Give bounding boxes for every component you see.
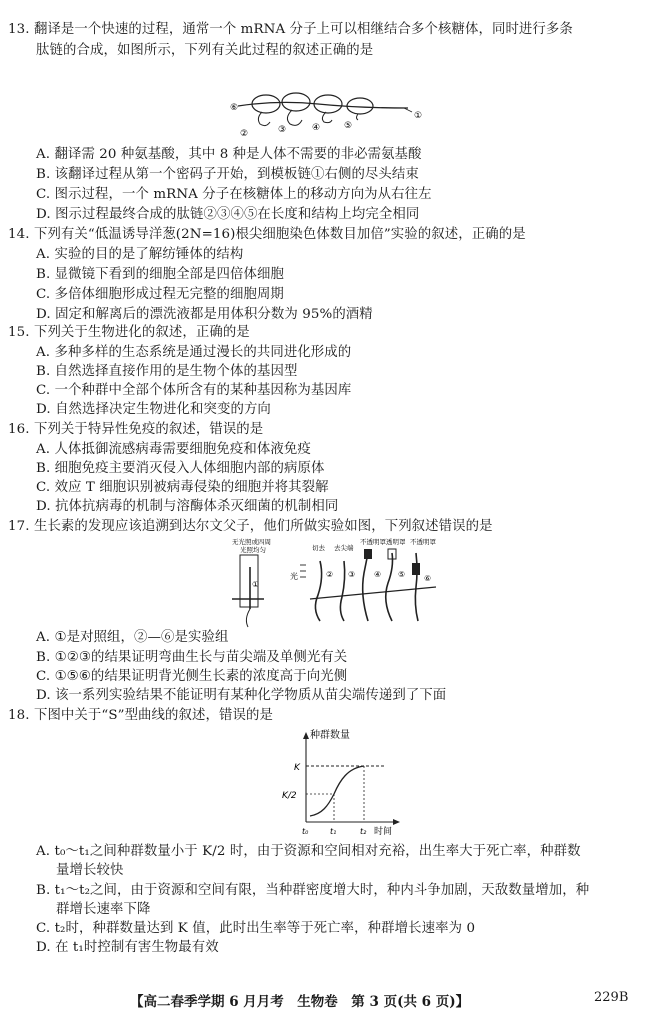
- s-curve: [310, 766, 364, 816]
- exp-label-light: 光: [290, 572, 298, 581]
- q15-stem: 15. 下列关于生物进化的叙述，正确的是: [8, 325, 250, 340]
- q13-option-b: B. 该翻译过程从第一个密码子开始，到模板链①右侧的尽头结束: [36, 167, 419, 182]
- q14-option-c: C. 多倍体细胞形成过程无完整的细胞周期: [36, 287, 284, 302]
- q13-stem-line-1: 13. 翻译是一个快速的过程，通常一个 mRNA 分子上可以相继结合多个核糖体，同时进行多条: [8, 22, 573, 37]
- exp-num-6: ⑥: [424, 574, 432, 583]
- page-footer: 【高二春季学期 6 月月考 生物卷 第 3 页(共 6 页)】: [130, 994, 470, 1010]
- t0-label: t₀: [302, 827, 309, 836]
- q15-option-c: C. 一个种群中全部个体所含有的某种基因称为基因库: [36, 383, 352, 398]
- y-axis-label: 种群数量: [310, 730, 350, 741]
- ribo-label-6: ⑥: [230, 103, 239, 113]
- ribosome-mrna-figure: [228, 84, 428, 140]
- q18-option-b-line-1: B. t₁～t₂之间，由于资源和空间有限，当种群密度增大时，种内斗争加剧，天敌数量增加，种: [36, 883, 590, 898]
- q15-option-b: B. 自然选择直接作用的是生物个体的基因型: [36, 364, 298, 379]
- y-axis-arrow-icon: [303, 732, 309, 739]
- q16-option-d: D. 抗体抗病毒的机制与溶酶体杀灭细菌的机制相同: [36, 499, 339, 514]
- q14-option-b: B. 显微镜下看到的细胞全部是四倍体细胞: [36, 267, 284, 282]
- q18-option-d: D. 在 t₁时控制有害生物最有效: [36, 940, 219, 955]
- q17-option-c: C. ①⑤⑥的结果证明背光侧生长素的浓度高于向光侧: [36, 669, 348, 684]
- q17-option-a: A. ①是对照组，②—⑥是实验组: [36, 630, 229, 645]
- exp-num-2: ②: [326, 570, 334, 579]
- q13-stem-line-2: 肽链的合成，如图所示，下列有关此过程的叙述正确的是: [36, 43, 374, 58]
- paper-code: 229B: [594, 990, 629, 1005]
- s-curve-figure: [278, 726, 408, 838]
- exp-label-uniform: 光照均匀: [240, 546, 266, 554]
- q14-option-a: A. 实验的目的是了解纺锤体的结构: [36, 247, 244, 262]
- q17-option-d: D. 该一系列实验结果不能证明有某种化学物质从苗尖端传递到了下面: [36, 688, 447, 703]
- exp-num-1: ①: [252, 580, 260, 589]
- q16-option-a: A. 人体抵御流感病毒需要细胞免疫和体液免疫: [36, 442, 311, 457]
- ribo-label-2: ②: [240, 129, 249, 139]
- ribo-label-1: ①: [414, 111, 423, 121]
- exp-label-cut: 切去: [312, 544, 325, 552]
- q13-option-a: A. 翻译需 20 种氨基酸，其中 8 种是人体不需要的非必需氨基酸: [36, 147, 422, 162]
- x-axis-arrow-icon: [393, 819, 400, 825]
- q14-stem: 14. 下列有关“低温诱导洋葱(2N=16)根尖细胞染色体数目加倍”实验的叙述，正确的是: [8, 227, 526, 242]
- q16-option-b: B. 细胞免疫主要消灭侵入人体细胞内部的病原体: [36, 461, 325, 476]
- exp-num-4: ④: [374, 570, 382, 579]
- exp-label-opaque-cap-2: 不透明罩: [410, 538, 436, 546]
- q13-option-c: C. 图示过程，一个 mRNA 分子在核糖体上的移动方向为从右往左: [36, 187, 432, 202]
- q18-option-a-line-2: 量增长较快: [56, 863, 124, 878]
- x-axis-label: 时间: [374, 827, 393, 837]
- exp-label-opaque-cap: 不透明罩: [360, 538, 386, 546]
- q17-option-b: B. ①②③的结果证明弯曲生长与苗尖端及单侧光有关: [36, 650, 348, 665]
- k-label: K: [294, 763, 300, 773]
- q16-option-c: C. 效应 T 细胞识别被病毒侵染的细胞并将其裂解: [36, 480, 329, 495]
- t2-label: t₂: [360, 827, 367, 836]
- ribo-label-4: ④: [312, 123, 321, 133]
- q18-stem: 18. 下图中关于“S”型曲线的叙述，错误的是: [8, 708, 273, 723]
- ribo-label-5: ⑤: [344, 121, 353, 131]
- t1-label: t₁: [330, 827, 337, 836]
- exp-label-tip-removed: 去尖端: [334, 544, 354, 552]
- q14-option-d: D. 固定和解离后的漂洗液都是用体积分数为 95%的酒精: [36, 307, 373, 322]
- ribo-label-3: ③: [278, 125, 287, 135]
- exp-num-3: ③: [348, 570, 356, 579]
- q18-option-c: C. t₂时，种群数量达到 K 值，此时出生率等于死亡率，种群增长速率为 0: [36, 921, 476, 936]
- q15-option-d: D. 自然选择决定生物进化和突变的方向: [36, 402, 271, 417]
- q18-option-b-line-2: 群增长速率下降: [56, 902, 151, 917]
- q18-option-a-line-1: A. t₀～t₁之间种群数量小于 K/2 时，由于资源和空间相对充裕，出生率大于死亡率，种群数: [36, 844, 581, 859]
- q16-stem: 16. 下列关于特异性免疫的叙述，错误的是: [8, 422, 264, 437]
- q13-option-d: D. 图示过程最终合成的肽链②③④⑤在长度和结构上均完全相同: [36, 207, 420, 222]
- q17-stem: 17. 生长素的发现应该追溯到达尔文父子，他们所做实验如图，下列叙述错误的是: [8, 519, 493, 534]
- q15-option-a: A. 多种多样的生态系统是通过漫长的共同进化形成的: [36, 345, 352, 360]
- exp-label-clear-cap: 透明罩: [386, 538, 406, 546]
- exp-label-no-light: 无光照或四周: [232, 538, 271, 546]
- half-k-label: K/2: [282, 791, 297, 801]
- exp-num-5: ⑤: [398, 570, 406, 579]
- darwin-experiment-figure: [230, 537, 450, 629]
